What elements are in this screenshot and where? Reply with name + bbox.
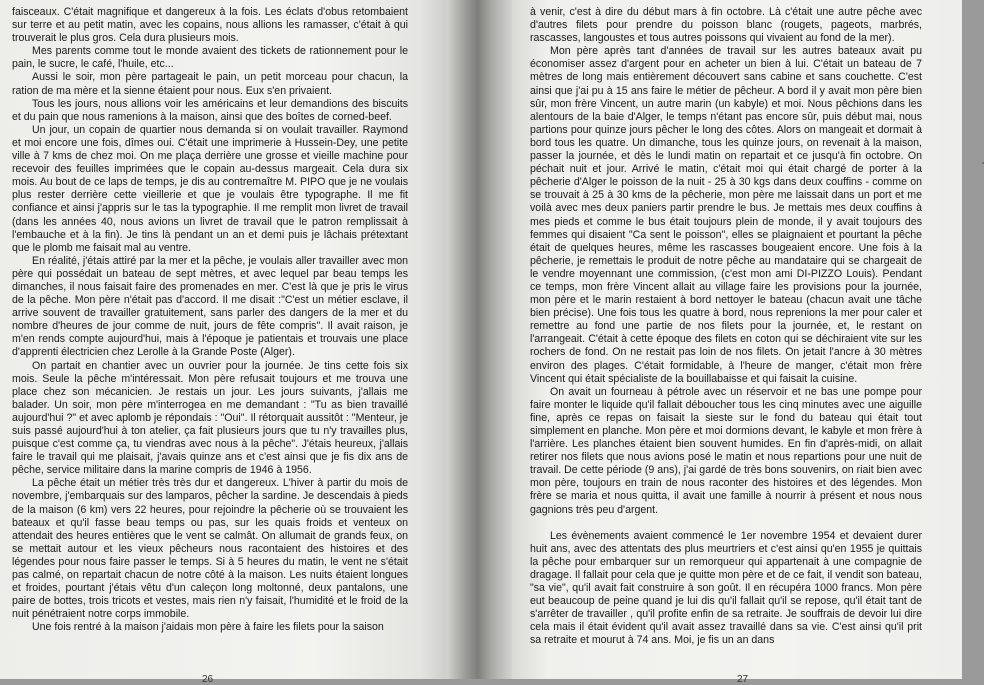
paragraph: On partait en chantier avec un ouvrier pour la journée. Je tins cette fois six mois. Seule la pêche m'intéressait. Mon père refusait toujours et me trouva une place chez son mécanicien. Je restais un jour. Les jours suivants, j'allais me balader. Un soir, mon père m'interrogea en me demandant : "Tu as bien travaillé aujourd'hui ?" et avec aplomb je répondais : "Oui". Il rétorquait aussitôt : "Menteur, je suis passé aujourd'hui à ton atelier, ça fait plusieurs jours que tu n'y travailles plus, puisque c'est comme ça, tu viendras avec nous à la pêche". J'étais heureux, j'allais faire le travail qui me plaisait, j'avais quinze ans et c'est ainsi que je fis dix ans de pêche, service militaire dans la marine compris de 1946 à 1956. bbox=[12, 359, 408, 477]
left-page-text bbox=[12, 6, 408, 635]
paragraph: Une fois rentré à la maison j'aidais mon père à faire les filets pour la saison bbox=[32, 621, 384, 634]
paragraph: à venir, c'est à dire du début mars à fin octobre. Là c'était une autre pêche avec d'autres filets pour prendre du poisson blanc (rougets, pageots, marbrés, rascasses, langoustes et tous autres poissons qui vivaient au fond de la mer). bbox=[530, 6, 922, 45]
paragraph: Les évènements avaient commencé le 1er novembre 1954 et devaient durer huit ans, avec des attentats des plus meurtriers et c'est ainsi qu'en 1955 je quittais la pêche pour embarquer sur un remorqueur qui appartenait à une compagnie de dragage. Il fallait pour cela que je quitte mon père et de ce fait, il vendit son bateau, "sa vie", qu'il avait fait construire à son goût. Il en récupéra 1000 francs. Mon père eut beaucoup de peine quand je lui dis qu'il fallait qu'il se repose, qu'il était tant de s'arrêter de travailler , qu'il profite enfin de sa retraite. Je souffrais de devoir lui dire cela mais il était évident qu'il avait assez travaillé dans sa vie. C'est ainsi qu'il prit sa retraite et mourut à 74 ans. Moi, je fis un an dans bbox=[530, 529, 922, 647]
paragraph: Mon père après tant d'années de travail sur les autres bateaux avait pu économiser assez d'argent pour en acheter un bien à lui. C'était un bateau de 7 mètres de long mais entièrement découvert sans cabine et sans couchette. C'est ainsi que j'ai pu à 15 ans faire le métier de pêcheur. A bord il y avait mon père bien sûr, mon frère Vincent, un autre marin (un kabyle) et moi. Nous pêchions dans les alentours de la baie d'Alger, le temps n'étant pas encore sûr, puis début mai, nous partions pour quinze jours pêcher le long des côtes. Alors on mangeait et dormait à bord tous les quatre. Un dimanche, tous les quinze jours, on revenait à la maison, passer la journée, et dès le lundi matin on repartait et ce jusqu'à fin octobre. On péchait nuit et jour. Arrivé le matin, c'était moi qui était chargé de porter à la pêcherie d'Alger le poisson de la nuit - 25 à 30 kgs dans deux couffins - comme on se trouvait à 25 à 30 kms de la pêcherie, mon père me laissait dans un port et me voilà avec mes deux paniers partir prendre le bus. Je mettais mes deux couffins à mes pieds et comme le bus était toujours plein de monde, il y avait toujours des femmes qui disaient "Ca sent le poisson", elles se plaignaient et pourtant la pêche était de quelques heures, même les rascasses bougeaient encore. Une fois à la pêcherie, je remettais le produit de notre pêche au mandataire qui se chargeait de le vendre moyennant une commission, (c'est mon ami DI-PIZZO Louis). Pendant ce temps, mon frère Vincent allait au village faire les provisions pour la journée, mon père et le marin restaient à bord nettoyer le bateau (chacun avait une tâche bien précise). Une fois tous les quatre à bord, nous reprenions la mer pour caler et remettre au fond une partie de nos filets pour la journée, et, le restant on l'arrangeait. C'était à cette époque des filets en coton qui se déchiraient vite sur les rochers de fond. On ne restait pas loin de nos filets. On jetait l'ancre à 30 mètres environ des plages. C'était formidable, à l'heure de manger, c'était mon frère Vincent qui était spécialiste de la bouillabaisse et qui faisait la cuisine. bbox=[530, 45, 922, 385]
paragraph: On avait un fourneau à pétrole avec un réservoir et ne bas une pompe pour faire monter le liquide qu'il fallait déboucher tous les cinq minutes avec une aiguille fine, après ce repas on faisait la sieste sur le fond du bateau qui était tout simplement en planche. Mon père et moi dormions devant, le kabyle et mon frère à l'arrière. Les planches étaient bien souvent humides. En fin d'après-midi, on allait retirer nos filets que nous avions posé le matin et nous repartions pour une nuit de travail. De cette période (9 ans), j'ai gardé de très bons souvenirs, on riait bien avec mon père, toujours en train de nous raconter des histoires et des légendes. Mon frère se maria et nous quitta, il avait une famille à nourrir à présent et nous nous gagnions très peu d'argent. bbox=[530, 385, 922, 516]
paragraph: La pêche était un métier très très dur et dangereux. L'hiver à partir du mois de novembre, j'embarquais sur des lamparos, pêcher la sardine. Je descendais à pieds de la maison (6 km) vers 22 heures, pour rejoindre la pêcherie où se trouvaient les bateaux et qu'il fasse beau temps ou pas, sur les quais froids et venteux on attendait des heures entières que le vent se calmât. On allumait de grands feux, on se mettait autour et les vieux pêcheurs nous racontaient des histoires et des légendes pour nous faire passer le temps. Si à 5 heures du matin, le vent ne s'était pas calmé, on repartait chacun de notre côté à la maison. Les nuits étaient longues et froides, pourtant j'étais vêtu d'un caleçon long moltonné, deux pantalons, une paire de bottes, trois tricots et vestes, mais rien n'y faisait, l'humidité et le froid de la nuit pénétraient notre corps immobile. bbox=[12, 477, 408, 621]
book-gutter-shadow bbox=[446, 0, 516, 679]
paragraph: Un jour, un copain de quartier nous demanda si on voulait travailler. Raymond et moi encore une fois, dîmes oui. C'était une imprimerie à Hussein-Dey, une petite ville à 7 kms de chez moi. On me plaça derrière une grosse et vieille machine pour recevoir des feuilles imprimées que le copain au-dessus margeait. Cela dura six mois. Au bout de ce laps de temps, je dis au contremaître M. PIPO que je ne voulais plus rester derrière cette vieillerie et que je voulais être typographe. Il me fit confiance et ainsi j'appris sur le tas la typographie. Il me remplit mon livret de travail (dans les années 40, nous avions un livret de travail que le patron remplissait à l'embauche et à la fin). Je tins là pendant un an et demi puis je lâchais prétextant que le plomb me faisait mal au ventre. bbox=[12, 123, 408, 254]
page-number-left: 26 bbox=[202, 674, 214, 685]
page-number-right: 27 bbox=[737, 674, 749, 685]
paragraph: Tous les jours, nous allions voir les américains et leur demandions des biscuits et du pain que nous ramenions à la maison, ainsi que des boîtes de corned-beef. bbox=[12, 97, 408, 123]
paragraph: faisceaux. C'était magnifique et dangereux à la fois. Les éclats d'obus retombaient sur terre et au petit matin, avec les copains, nous allions les ramasser, c'était à qui trouverait le plus gros. Cela dura plusieurs mois. bbox=[12, 6, 408, 45]
paragraph: Aussi le soir, mon père partageait le pain, un petit morceau pour chacun, la ration de ma mère et la sienne étaient pour nous. Eux s'en privaient. bbox=[12, 71, 408, 97]
paragraph: En réalité, j'étais attiré par la mer et la pêche, je voulais aller travailler avec mon père qui possédait un bateau de sept mètres, et avec lequel par beau temps les dimanches, il nous faisait faire des promenades en mer. C'est là que je pris le virus de la pêche. Mon père n'était pas d'accord. Il me disait :"C'est un métier esclave, il arrive souvent de travailler gratuitement, sans parler des dangers de la mer et du nombre d'heures de jour comme de nuit, jours de fête compris". Il avait raison, je m'en rends compte aujourd'hui, mais à l'époque je patientais et trouvais une place d'apprenti électricien chez Lerolle à la Grande Poste (Alger). bbox=[12, 254, 408, 359]
paragraph: Mes parents comme tout le monde avaient des tickets de rationnement pour le pain, le sucre, le café, l'huile, etc... bbox=[12, 45, 408, 71]
right-page-text bbox=[530, 6, 922, 648]
left-page bbox=[0, 0, 452, 685]
right-page bbox=[512, 0, 962, 685]
